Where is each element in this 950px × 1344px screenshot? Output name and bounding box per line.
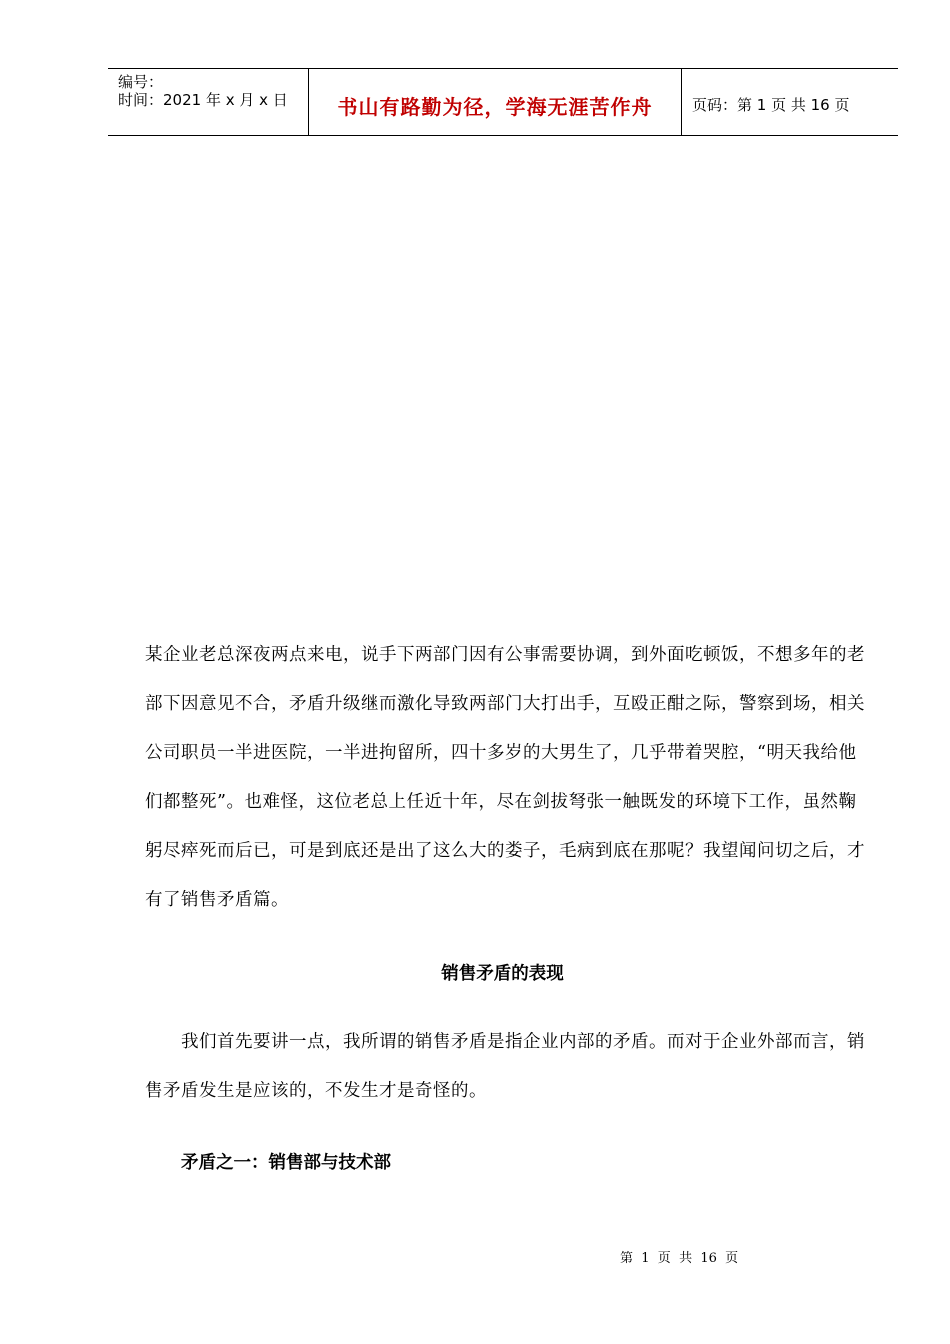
header-motto-cell [309,69,682,135]
section-title: 销售矛盾的表现 [441,964,564,984]
code-label: 编号： [118,73,164,91]
page-footer: 第 1 页 共 16 页 [620,1251,739,1266]
page-info: 页码：第 1 页 共 16 页 [692,96,850,114]
document-header [108,68,898,136]
header-page-cell [682,69,898,135]
intro-paragraph: 某企业老总深夜两点来电，说手下两部门因有公事需要协调，到外面吃顿饭，不想多年的老部下因意见不合，矛盾升级继而激化导致两部门大打出手，互殴正酣之际，警察到场，相关公司职员一半进医院，一半进拘留所，四十多岁的大男生了，几乎带着哭腔，“明天我给他们都整死”。也难怪，这位老总上任近十年，尽在剑拔弩张一触既发的环境下工作，虽然鞠躬尽瘁死而后已，可是到底还是出了这么大的娄子，毛病到底在那呢？我望闻问切之后，才有了销售矛盾篇。 [145,645,865,910]
header-meta-cell [108,69,309,135]
time-label: 时间：2021 年 x 月 x 日 [118,91,288,109]
motto: 书山有路勤为径，学海无涯苦作舟 [337,95,653,119]
subsection-title: 矛盾之一：销售部与技术部 [181,1153,391,1173]
section-intro-paragraph: 我们首先要讲一点，我所谓的销售矛盾是指企业内部的矛盾。而对于企业外部而言，销售矛盾发生是应该的，不发生才是奇怪的。 [145,1032,865,1101]
